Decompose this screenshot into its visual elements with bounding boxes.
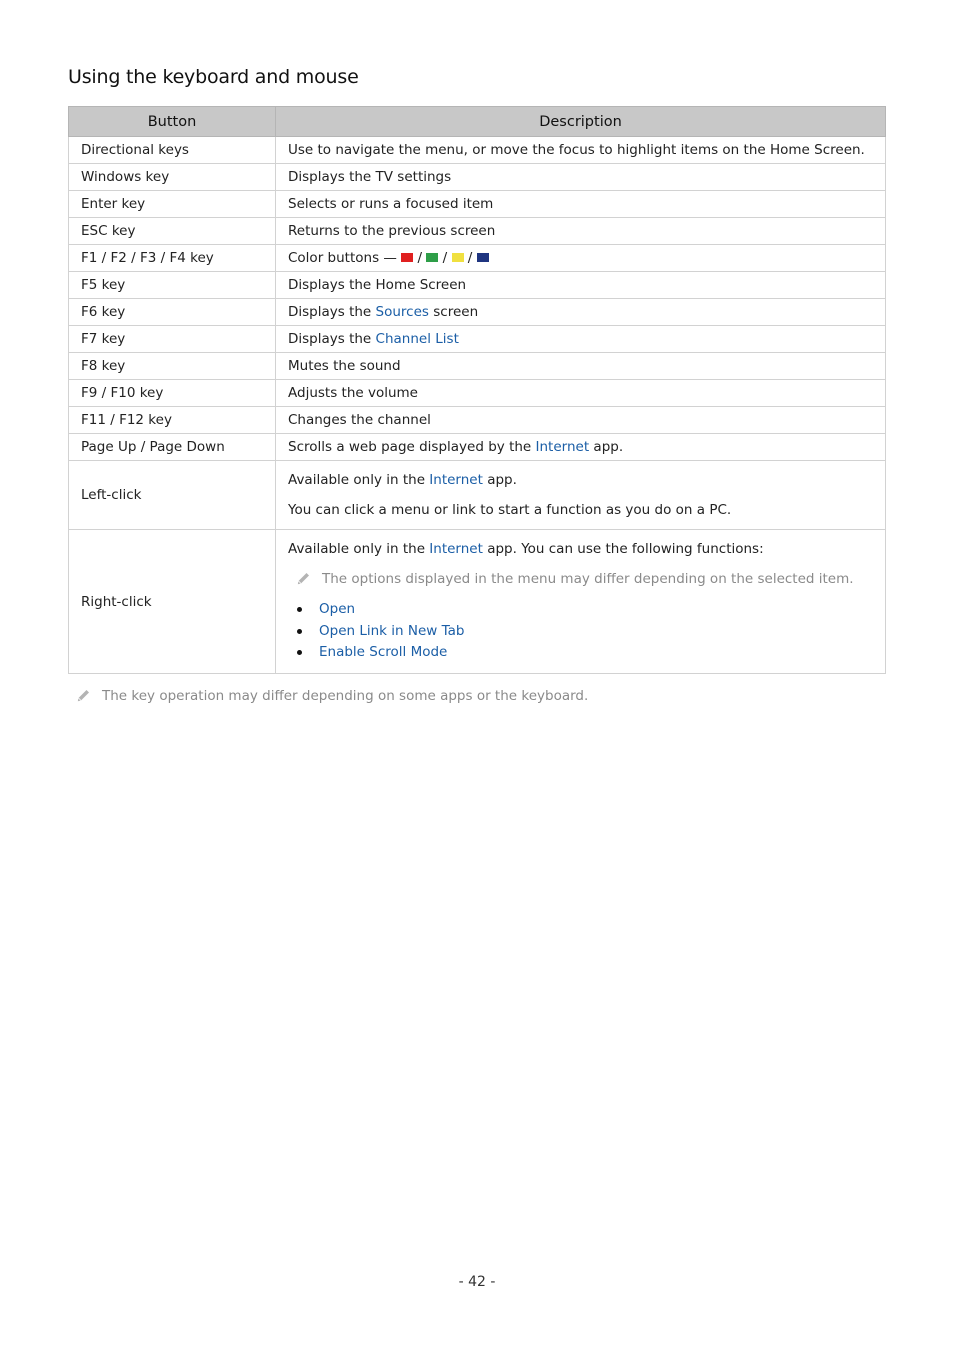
- bullet-dot: [297, 607, 302, 612]
- note-text: The options displayed in the menu may differ depending on the selected item.: [322, 571, 854, 588]
- swatch-separator: /: [467, 250, 473, 266]
- bullet-dot: [297, 629, 302, 634]
- key-cell: Left-click: [69, 461, 276, 530]
- description-cell: [276, 434, 886, 461]
- table-row: [69, 245, 886, 272]
- table-row: [69, 272, 886, 299]
- table-row: [69, 461, 886, 530]
- channel-list-link[interactable]: Channel List: [375, 331, 459, 347]
- table-row: [69, 380, 886, 407]
- table-header-row: [69, 107, 886, 137]
- description-text: Displays the: [288, 304, 372, 320]
- footnote: [76, 688, 588, 704]
- description-cell: Displays the TV settings: [276, 164, 886, 191]
- swatch-separator: /: [442, 250, 448, 266]
- key-cell: Windows key: [69, 164, 276, 191]
- description-cell: Displays the Home Screen: [276, 272, 886, 299]
- description-text: app.: [593, 439, 624, 455]
- green-swatch: [426, 253, 438, 262]
- page-number: - 42 -: [458, 1274, 496, 1290]
- open-link[interactable]: Open: [319, 601, 356, 618]
- pencil-icon: [296, 572, 310, 586]
- description-cell: Mutes the sound: [276, 353, 886, 380]
- internet-link[interactable]: Internet: [429, 472, 483, 488]
- description-cell: Adjusts the volume: [276, 380, 886, 407]
- pencil-icon: [76, 689, 90, 703]
- color-buttons-label: Color buttons —: [288, 250, 397, 266]
- description-cell: Selects or runs a focused item: [276, 191, 886, 218]
- internet-link[interactable]: Internet: [535, 439, 590, 455]
- list-item: [288, 621, 873, 643]
- description-line: You can click a menu or link to start a function as you do on a PC.: [288, 502, 732, 518]
- keyboard-mouse-table: [68, 106, 886, 674]
- key-cell: F9 / F10 key: [69, 380, 276, 407]
- list-item: [288, 642, 873, 664]
- description-cell: [276, 326, 886, 353]
- description-cell: [276, 461, 886, 530]
- table-row: [69, 326, 886, 353]
- description-cell: [276, 299, 886, 326]
- key-cell: F11 / F12 key: [69, 407, 276, 434]
- key-cell: F7 key: [69, 326, 276, 353]
- table-row: [69, 353, 886, 380]
- table-row: [69, 407, 886, 434]
- description-text: screen: [433, 304, 479, 320]
- key-cell: Page Up / Page Down: [69, 434, 276, 461]
- description-text: app.: [487, 472, 517, 488]
- menu-note: [296, 569, 873, 589]
- description-text: Displays the: [288, 331, 372, 347]
- function-list: [288, 599, 873, 664]
- table-row: [69, 191, 886, 218]
- description-line: [288, 539, 873, 559]
- table-row: [69, 530, 886, 674]
- open-link-new-tab-link[interactable]: Open Link in New Tab: [319, 622, 465, 639]
- sources-link[interactable]: Sources: [375, 304, 429, 320]
- table-row: [69, 434, 886, 461]
- key-cell: F5 key: [69, 272, 276, 299]
- footnote-text: The key operation may differ depending on some apps or the keyboard.: [102, 688, 589, 704]
- key-cell: Directional keys: [69, 137, 276, 164]
- key-cell: F6 key: [69, 299, 276, 326]
- swatch-separator: /: [417, 250, 423, 266]
- header-button: Button: [69, 107, 276, 137]
- key-cell: ESC key: [69, 218, 276, 245]
- list-item: [288, 599, 873, 621]
- description-text: Available only in the: [288, 541, 425, 558]
- internet-link[interactable]: Internet: [429, 541, 483, 558]
- description-cell: Returns to the previous screen: [276, 218, 886, 245]
- red-swatch: [401, 253, 413, 262]
- description-line: [288, 470, 873, 490]
- table-row: [69, 164, 886, 191]
- key-cell: Enter key: [69, 191, 276, 218]
- description-cell: [276, 245, 886, 272]
- table-row: [69, 137, 886, 164]
- yellow-swatch: [452, 253, 464, 262]
- table-row: [69, 299, 886, 326]
- description-text: Scrolls a web page displayed by the: [288, 439, 532, 455]
- description-text: app. You can use the following functions:: [487, 541, 764, 558]
- description-cell: Use to navigate the menu, or move the focus to highlight items on the Home Screen.: [276, 137, 886, 164]
- key-cell: F1 / F2 / F3 / F4 key: [69, 245, 276, 272]
- blue-swatch: [477, 253, 489, 262]
- description-text: Available only in the: [288, 472, 425, 488]
- key-cell: F8 key: [69, 353, 276, 380]
- table-row: [69, 218, 886, 245]
- key-cell: Right-click: [69, 530, 276, 674]
- section-title: Using the keyboard and mouse: [68, 66, 359, 88]
- header-description: Description: [276, 107, 886, 137]
- description-cell: [276, 530, 886, 674]
- description-cell: Changes the channel: [276, 407, 886, 434]
- bullet-dot: [297, 650, 302, 655]
- enable-scroll-mode-link[interactable]: Enable Scroll Mode: [319, 644, 448, 661]
